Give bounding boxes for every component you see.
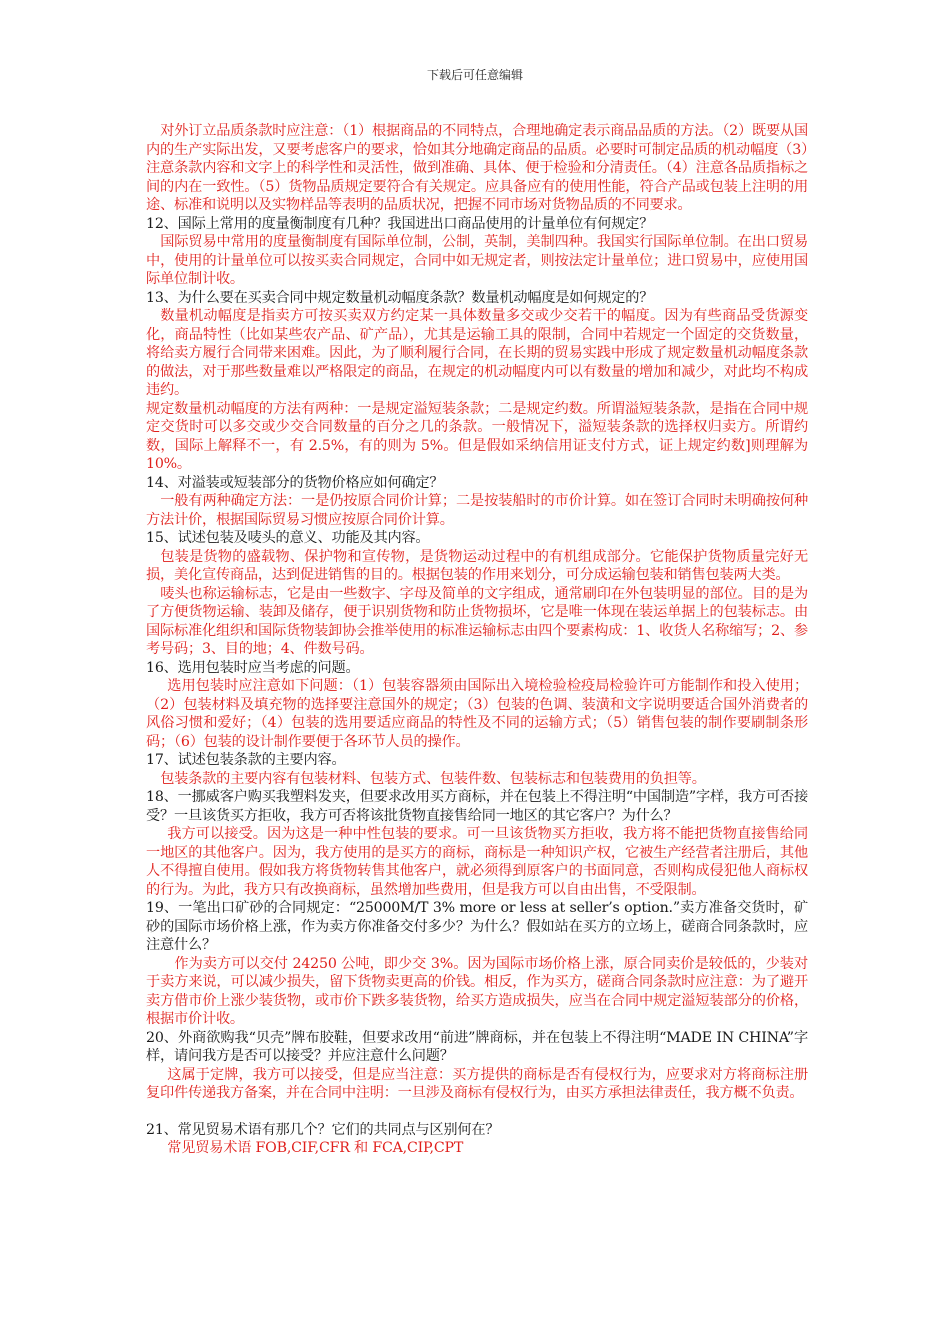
question-paragraph: 16、选用包装时应当考虑的问题。 <box>146 659 360 676</box>
answer-paragraph: 作为卖方可以交付 24250 公吨，即少交 3%。因为国际市场价格上涨，原合同卖价是较低的，少装对于卖方来说，可以减少损失，留下货物卖更高的价钱。相反，作为买方，磋商合同条款时应注意：为了避开卖方借市价上涨少装货物，或市价下跌多装货物，给买方造成损失，应当在合同中规定溢短装部分的价格，根据市价计收。 <box>146 955 808 1027</box>
question-paragraph: 15、试述包装及唛头的意义、功能及其内容。 <box>146 530 430 546</box>
answer-paragraph: 包装条款的主要内容有包装材料、包装方式、包装件数、包装标志和包装费用的负担等。 <box>160 770 706 787</box>
question-paragraph: 17、试述包装条款的主要内容。 <box>146 752 346 768</box>
question-paragraph: 18、一挪威客户购买我塑料发夹，但要求改用买方商标，并在包装上不得注明“中国制造”字样，我方可否接受？一旦该货买方拒收，我方可否将该批货物直接售给同一地区的其它客户？为什么？ <box>146 789 808 824</box>
question-paragraph: 20、外商欲购我“贝壳”牌布胶鞋，但要求改用“前进”牌商标，并在包装上不得注明“MADE IN CHINA”字样，请问我方是否可以接受？并应注意什么问题？ <box>146 1029 808 1064</box>
answer-paragraph: 这属于定牌，我方可以接受，但是应当注意：买方提供的商标是否有侵权行为，应要求对方将商标注册复印件传递我方备案，并在合同中注明：一旦涉及商标有侵权行为，由买方承担法律责任，我方概不负责。 <box>146 1066 808 1101</box>
answer-paragraph: 一般有两种确定方法：一是仍按原合同价计算；二是按装船时的市价计算。如在签订合同时未明确按何种方法计价，根据国际贸易习惯应按原合同价计算。 <box>146 493 808 528</box>
page-header: 下载后可任意编辑 <box>426 68 523 82</box>
question-paragraph: 21、常见贸易术语有那几个？它们的共同点与区别何在？ <box>146 1121 500 1138</box>
answer-paragraph: 我方可以接受。因为这是一种中性包装的要求。可一旦该货物买方拒收，我方将不能把货物直接售给同一地区的其他客户。因为，我方使用的是买方的商标，商标是一种知识产权，它被生产经营者注册后，其他人不得擅自使用。假如我方将货物转售其他客户，就必须得到原客户的书面同意，否则构成侵犯他人商标权的行为。为此，我方只有改换商标，虽然增加些费用，但是我方可以自由出售，不受限制。 <box>146 826 808 898</box>
document-body <box>146 122 808 1158</box>
question-paragraph: 19、一笔出口矿砂的合同规定：“25000M/T 3% more or less at seller’s option.”卖方准备交货时，矿砂的国际市场价格上涨，作为卖方你准备交付多少？为什么？假如站在买方的立场上，磋商合同条款时，应注意什么？ <box>146 900 808 953</box>
answer-paragraph: 常见贸易术语 FOB,CIF,CFR 和 FCA,CIP,CPT <box>167 1140 464 1156</box>
question-paragraph: 14、对溢装或短装部分的货物价格应如何确定？ <box>146 474 444 491</box>
answer-paragraph: 规定数量机动幅度的方法有两种：一是规定溢短装条款；二是规定约数。所谓溢短装条款，是指在合同中规定交货时可以多交或少交合同数量的百分之几的条款。一般情况下，溢短装条款的选择权归卖方。所谓约数，国际上解释不一，有 2.5%，有的则为 5%。但是假如采纳信用证支付方式，证上规定约数]则理解为 10%。 <box>146 400 808 472</box>
question-paragraph: 13、为什么要在买卖合同中规定数量机动幅度条款？数量机动幅度是如何规定的？ <box>146 289 654 306</box>
answer-paragraph: 数量机动幅度是指卖方可按买卖双方约定某一具体数量多交或少交若干的幅度。因为有些商品受货源变化，商品特性（比如某些农产品、矿产品），尤其是运输工具的限制，合同中若规定一个固定的交货数量，将给卖方履行合同带来困难。因此，为了顺利履行合同，在长期的贸易实践中形成了规定数量机动幅度条款的做法，对于那些数量难以严格限定的商品，在规定的机动幅度内可以有数量的增加和减少，对此均不构成违约。 <box>146 308 808 398</box>
answer-paragraph: 对外订立品质条款时应注意：（1）根据商品的不同特点，合理地确定表示商品品质的方法。（2）既要从国内的生产实际出发，又要考虑客户的要求，恰如其分地确定商品的品质。必要时可制定品质的机动幅度（3）注意条款内容和文字上的科学性和灵活性，做到准确、具体、便于检验和分清责任。（4）注意各品质指标之间的内在一致性。（5）货物品质规定要符合有关规定。应具备应有的使用性能，符合产品或包装上注明的用途、标准和说明以及实物样品等表明的品质状况，把握不同市场对货物品质的不同要求。 <box>146 123 808 213</box>
question-paragraph: 12、国际上常用的度量衡制度有几种？我国进出口商品使用的计量单位有何规定？ <box>146 215 654 232</box>
answer-paragraph: 选用包装时应注意如下问题：（1）包装容器须由国际出入境检验检疫局检验许可方能制作和投入使用；（2）包装材料及填充物的选择要注意国外的规定；（3）包装的色调、装潢和文字说明要适合国外消费者的风俗习惯和爱好；（4）包装的选用要适应商品的特性及不同的运输方式；（5）销售包装的制作要刷制条形码；（6）包装的设计制作要便于各环节人员的操作。 <box>146 678 808 750</box>
answer-paragraph: 包装是货物的盛载物、保护物和宣传物，是货物运动过程中的有机组成部分。它能保护货物质量完好无损，美化宣传商品，达到促进销售的目的。根据包装的作用来划分，可分成运输包装和销售包装两大类。 <box>146 548 808 583</box>
paragraph-gap <box>146 1103 808 1121</box>
answer-paragraph: 唛头也称运输标志，它是由一些数字、字母及简单的文字组成，通常刷印在外包装明显的部位。目的是为了方便货物运输、装卸及储存，便于识别货物和防止货物损坏，它是唯一体现在装运单据上的包装标志。由国际标准化组织和国际货物装卸协会推举使用的标准运输标志由四个要素构成：1、收货人名称缩写；2、参考号码；3、目的地；4、件数号码。 <box>146 585 808 657</box>
answer-paragraph: 国际贸易中常用的度量衡制度有国际单位制，公制，英制，美制四种。我国实行国际单位制。在出口贸易中，使用的计量单位可以按买卖合同规定，合同中如无规定者，则按法定计量单位；进口贸易中，应使用国际单位制计收。 <box>146 234 808 287</box>
